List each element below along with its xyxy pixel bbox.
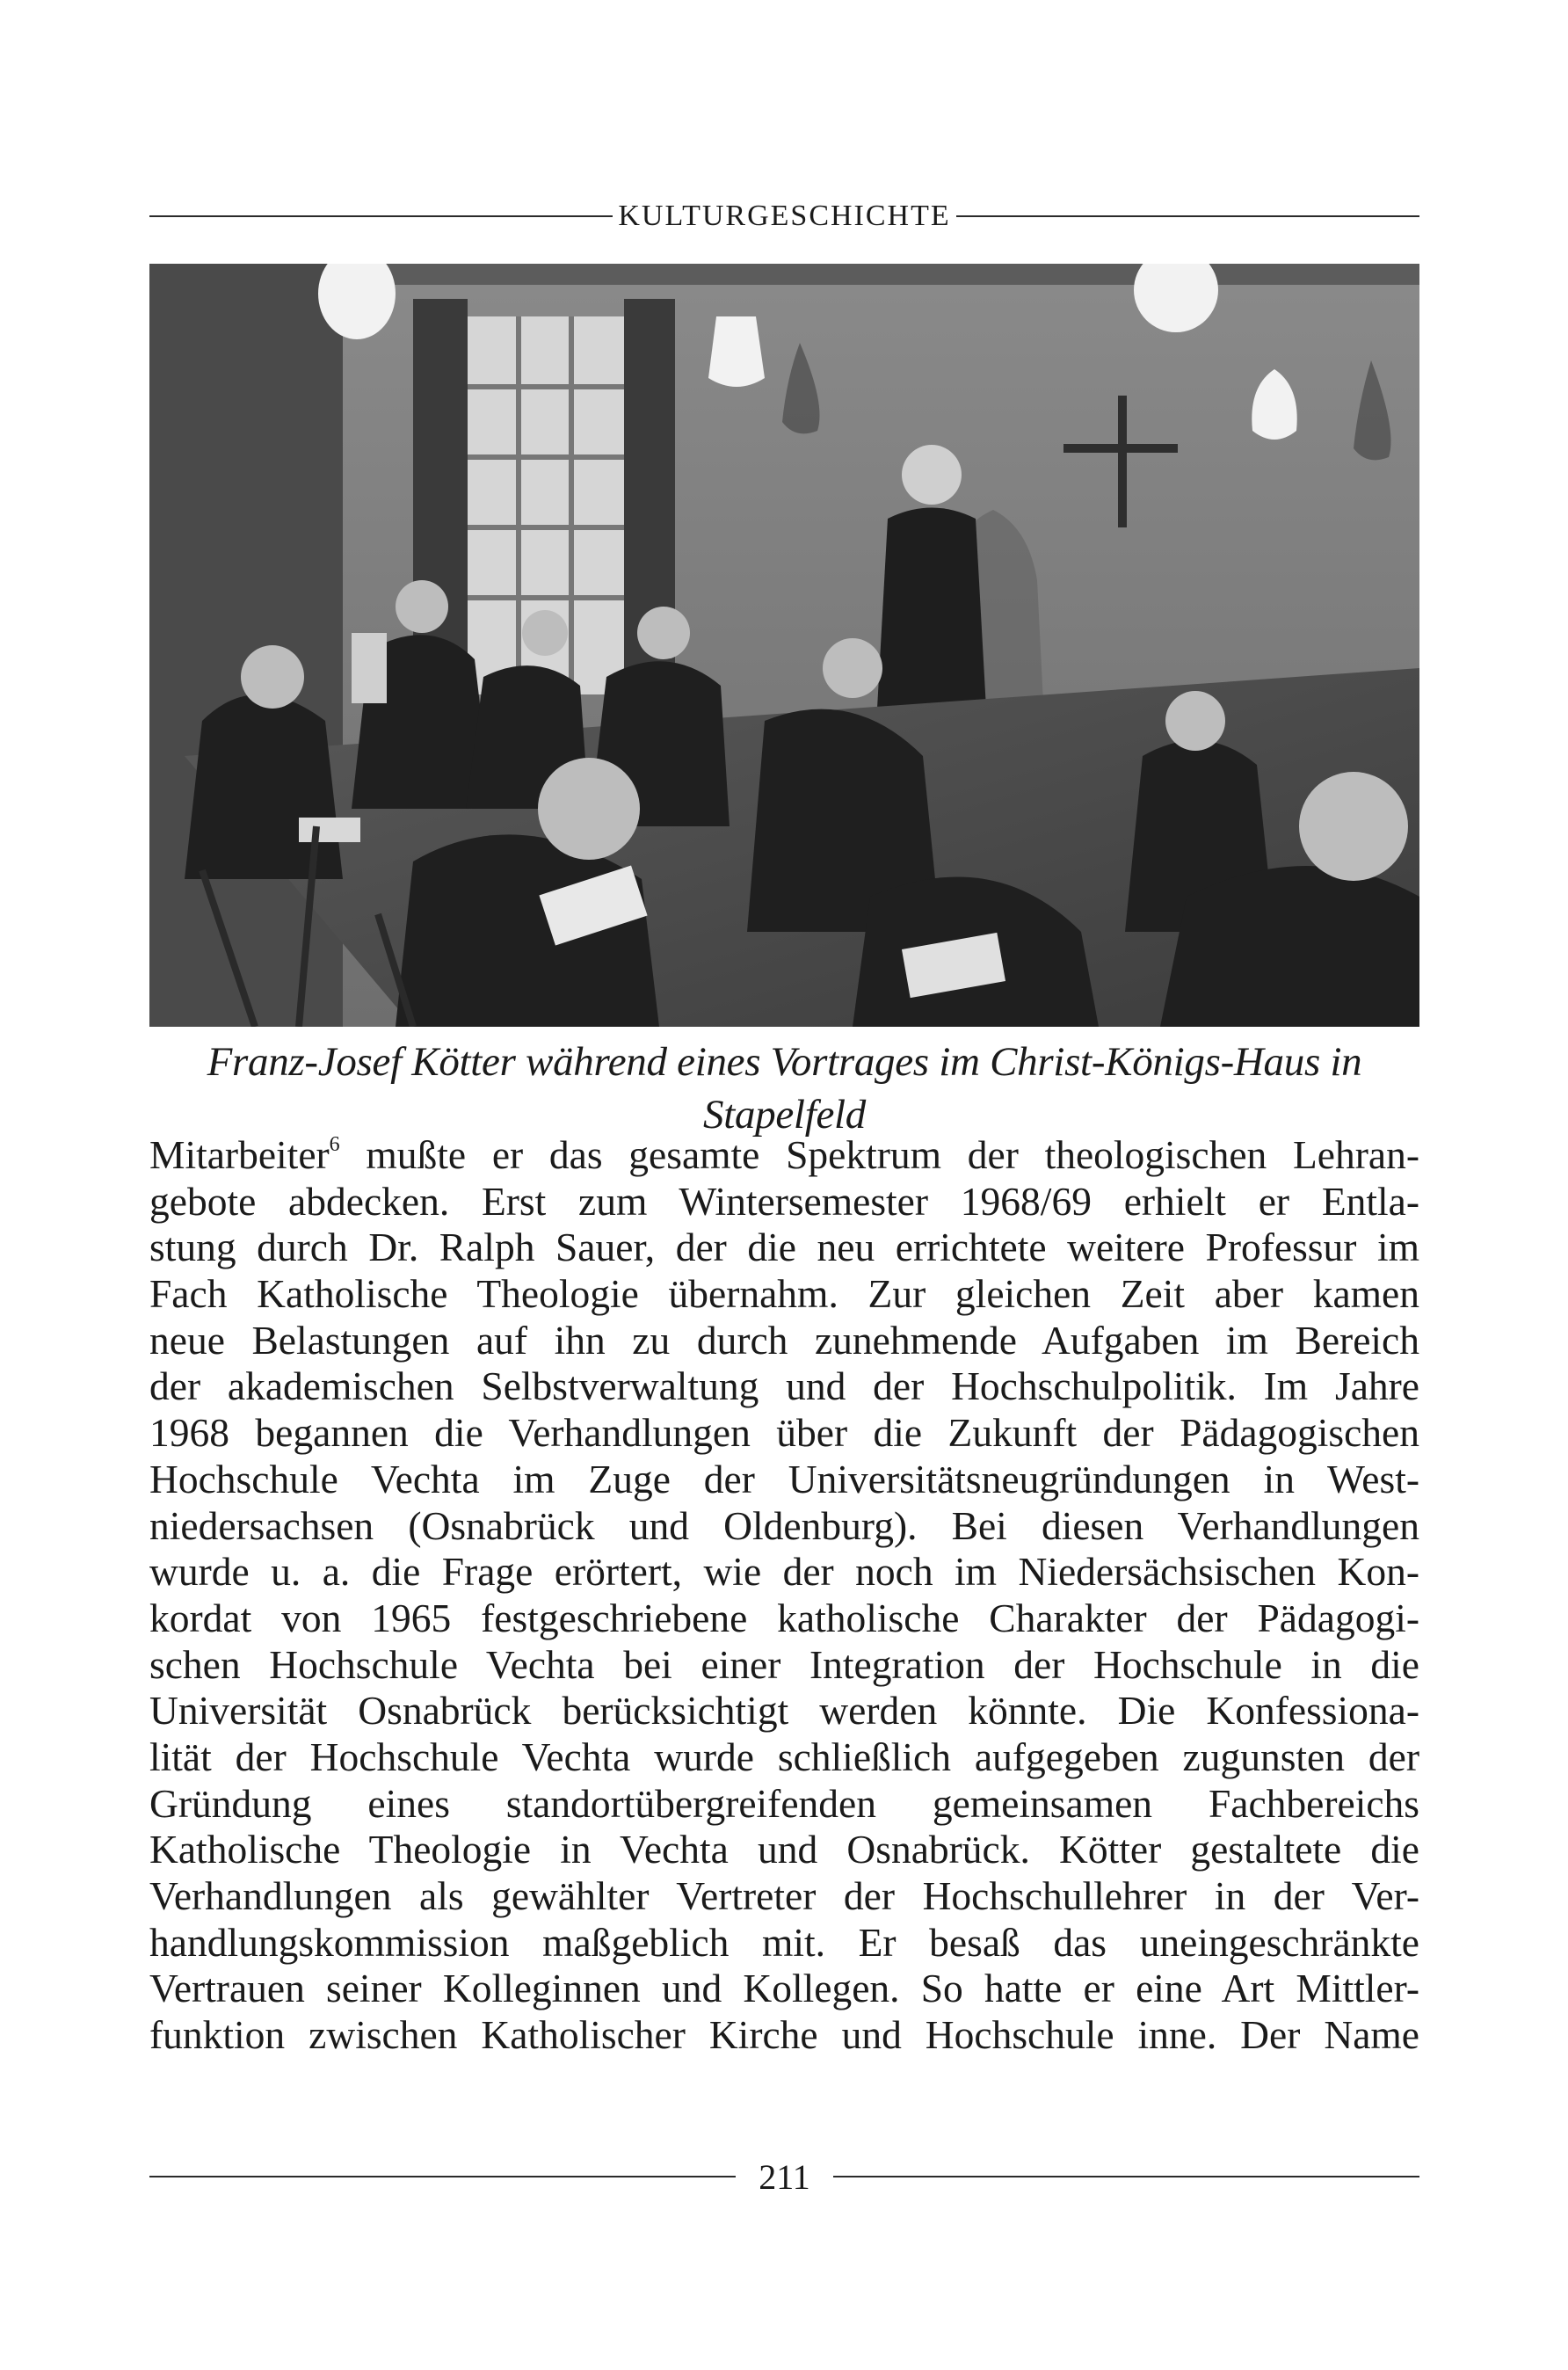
body-line: wurde u. a. die Frage erörtert, wie der noch im Niedersächsischen Kon- [149,1549,1419,1595]
body-line: Vertrauen seiner Kolleginnen und Kollegen. So hatte er eine Art Mittler- [149,1966,1419,2011]
photo-caption: Franz-Josef Kötter während eines Vortrages im Christ-Königs-Haus in Stapelfeld [207,1039,1362,1138]
running-header [149,192,1419,241]
page-footer [149,2152,1419,2201]
footnote-marker: 6 [329,1133,340,1156]
body-line: handlungskommission maßgeblich mit. Er besaß das uneingeschränkte [149,1919,1419,1965]
body-line: neue Belastungen auf ihn zu durch zunehmende Aufgaben im Bereich [149,1317,1419,1363]
body-line: Verhandlungen als gewählter Vertreter der Hochschullehrer in der Ver- [149,1873,1419,1918]
footer-rule-left [149,2176,736,2177]
body-line: Hochschule Vechta im Zuge der Universitätsneugründungen in West- [149,1456,1419,1501]
body-line [149,1132,1419,1179]
body-line: Fach Katholische Theologie übernahm. Zur gleichen Zeit aber kamen [149,1271,1419,1317]
body-line: niedersachsen (Osnabrück und Oldenburg). Bei diesen Verhandlungen [149,1502,1419,1548]
body-line: Katholische Theologie in Vechta und Osnabrück. Kötter gestaltete die [149,1827,1419,1872]
header-rule-left [149,215,613,217]
body-line: schen Hochschule Vechta bei einer Integration der Hochschule in die [149,1641,1419,1687]
body-line: lität der Hochschule Vechta wurde schließlich aufgegeben zugunsten der [149,1734,1419,1779]
body-line: Universität Osnabrück berücksichtigt werden könnte. Die Konfessiona- [149,1688,1419,1734]
body-line-rest: mußte er das gesamte Spektrum der theologischen Lehran- [339,1132,1419,1177]
footer-rule-right [833,2176,1419,2177]
body-line: gebote abdecken. Erst zum Wintersemester 1968/69 erhielt er Entla- [149,1178,1419,1224]
page-number: 211 [759,2156,810,2197]
body-line: kordat von 1965 festgeschriebene katholische Charakter der Pädagogi- [149,1595,1419,1640]
body-line: Gründung eines standortübergreifenden gemeinsamen Fachbereichs [149,1780,1419,1826]
body-line: der akademischen Selbstverwaltung und der Hochschulpolitik. Im Jahre [149,1363,1419,1409]
section-title: KULTURGESCHICHTE [618,200,951,232]
body-line: 1968 begannen die Verhandlungen über die Zukunft der Pädagogischen [149,1410,1419,1456]
lecture-photo [149,264,1419,1027]
body-line-start: Mitarbeiter [149,1132,330,1177]
header-rule-right [956,215,1419,217]
body-text [149,1132,1419,2059]
body-line: funktion zwischen Katholischer Kirche und Hochschule inne. Der Name [149,2012,1419,2058]
body-line: stung durch Dr. Ralph Sauer, der die neu errichtete weitere Professur im [149,1225,1419,1270]
